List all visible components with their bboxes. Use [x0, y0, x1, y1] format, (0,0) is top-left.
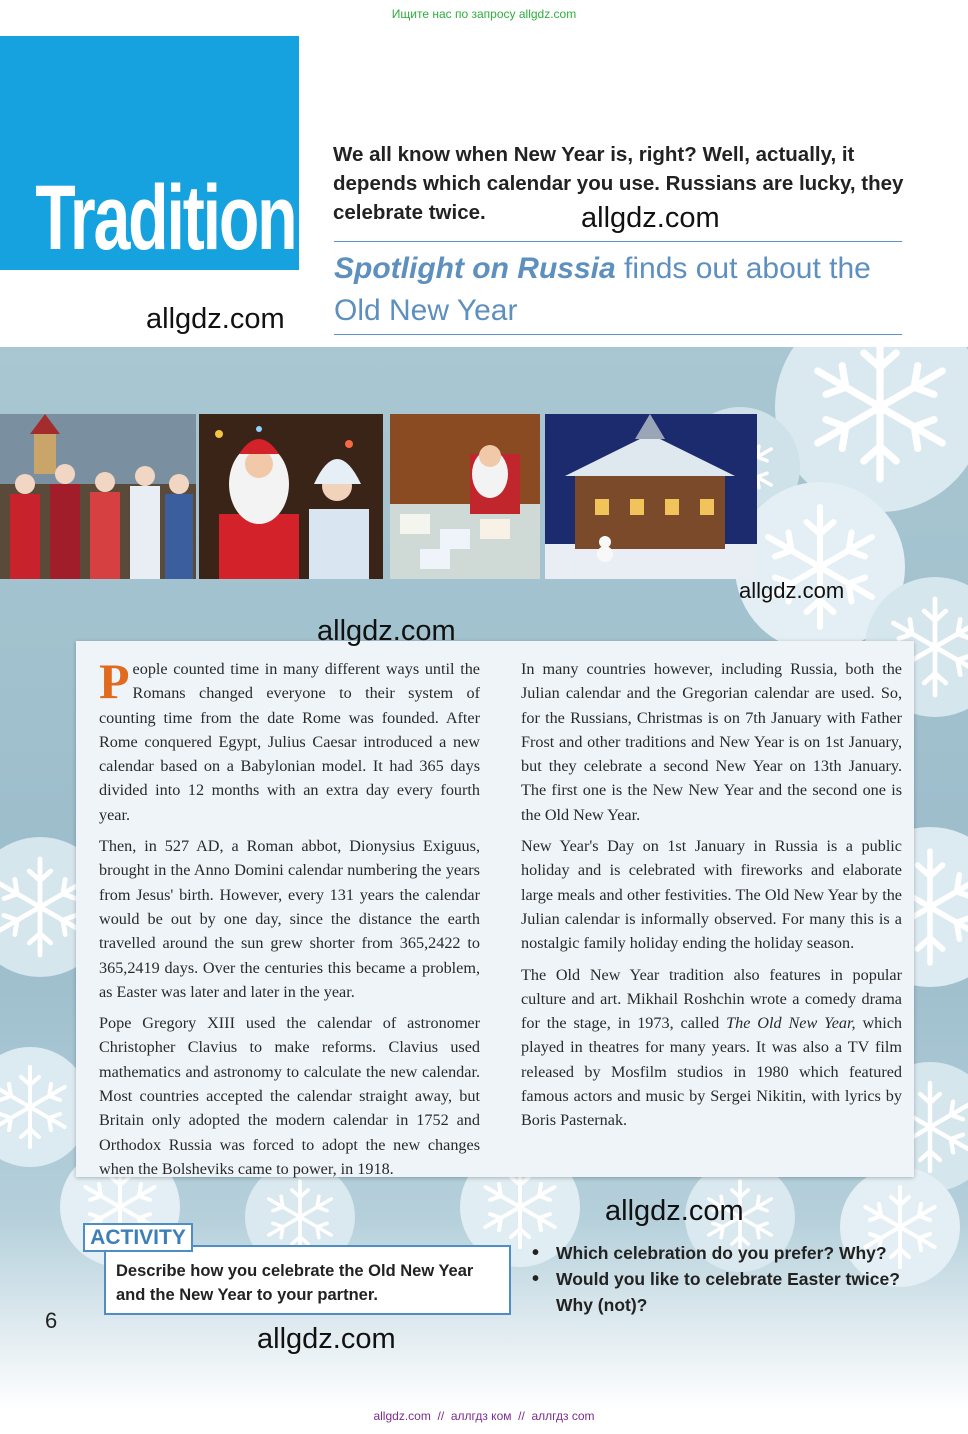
- paragraph-text: eople counted time in many different ways until the Romans changed everyone to their system of counting time from the date Rome was founded. After Rome conquered Egypt, Julius Caesar introduced a new calendar based on a Babylonian model. It had 365 days divided into 12 months with an extra day every fourth year.: [99, 660, 480, 824]
- top-note: Ищите нас по запросу allgdz.com: [391, 7, 577, 21]
- subtitle-brand: Spotlight on Russia: [334, 252, 616, 285]
- title-block: [0, 36, 299, 270]
- film-title: The Old New Year,: [726, 1014, 856, 1033]
- watermark: allgdz.com: [581, 202, 720, 234]
- activity-box: Describe how you celebrate the Old New Year and the New Year to your partner.: [104, 1245, 511, 1315]
- paragraph: In many countries however, including Russia, both the Julian calendar and the Gregorian calendar are used. So, for the Russians, Christmas is on 7th January with Father Frost and other traditions and New Year is on 1st January, but they celebrate a second New Year on 13th January. The first one is the New New Year and the second one is the Old New Year.: [521, 660, 902, 824]
- watermark: allgdz.com: [317, 615, 456, 647]
- question-item: • Would you like to celebrate Easter twice? Why (not)?: [532, 1266, 932, 1318]
- photo-father-frost-letters: [390, 414, 540, 579]
- paragraph: New Year's Day on 1st January in Russia is a public holiday and is celebrated with fireworks and elaborate large meals and other festivities. The Old New Year by the Julian calendar is informally observed. For many this is a nostalgic family holiday ending the holiday season.: [521, 837, 902, 953]
- page-number: 6: [45, 1308, 58, 1333]
- article-column-right: [521, 657, 902, 1140]
- photo-wooden-residence: [545, 414, 757, 579]
- paragraph-text: The Old New Year tradition also features in popular culture and art. Mikhail Roshchin wrote a comedy drama for the stage, in 1973, called: [521, 965, 902, 1033]
- photo-santa-snow-maiden: [199, 414, 383, 579]
- footer-links: allgdz.com // аллгдз ком // аллгдз com: [373, 1409, 595, 1423]
- watermark: allgdz.com: [257, 1323, 396, 1355]
- article-column-left: [99, 653, 480, 1188]
- subtitle-rest: finds out about the Old New Year: [334, 252, 871, 327]
- paragraph: [99, 653, 480, 827]
- intro-text: We all know when New Year is, right? Well, actually, it depends which calendar you use. Russians are lucky, they celebrate twice.: [333, 143, 904, 224]
- watermark: allgdz.com: [605, 1195, 744, 1227]
- divider-bottom: [334, 334, 902, 335]
- activity-label: ACTIVITY: [83, 1223, 193, 1252]
- article-panel: [76, 641, 914, 1177]
- page-title: Tradition: [34, 167, 295, 269]
- paragraph-text: which played in theatres for many years. It was also a TV film released by Mosfilm studios in 1980 which featured famous actors and music by Sergei Nikitin, with lyrics by Boris Pasternak.: [521, 1014, 903, 1130]
- divider-top: [334, 241, 902, 242]
- question-item: • Which celebration do you prefer? Why?: [532, 1240, 932, 1266]
- paragraph: [521, 963, 902, 1133]
- photo-father-frosts: [0, 414, 196, 579]
- discussion-questions: [532, 1240, 932, 1318]
- paragraph: Pope Gregory XIII used the calendar of astronomer Christopher Clavius to make reforms. Clavius used mathematics and astronomy to calculate the new calendar. Most countries accepted the calendar straight away, but Britain only adopted the modern calendar in 1752 and Orthodox Russia was forced to adopt the new changes when the Bolsheviks came to power, in 1918.: [99, 1014, 480, 1178]
- watermark: allgdz.com: [146, 303, 285, 335]
- watermark: allgdz.com: [739, 578, 845, 603]
- drop-cap: P: [99, 653, 130, 709]
- paragraph: Then, in 527 AD, a Roman abbot, Dionysius Exiguus, brought in the Anno Domini calendar numbering the years from Jesus' birth. However, every 131 years the calendar would be out by one day, since the distance the earth travelled around the sun grew shorter from 365,2422 to 365,2419 days. Over the centuries this became a problem, as Easter was later and later in the year.: [99, 837, 480, 1001]
- subtitle: [334, 248, 904, 332]
